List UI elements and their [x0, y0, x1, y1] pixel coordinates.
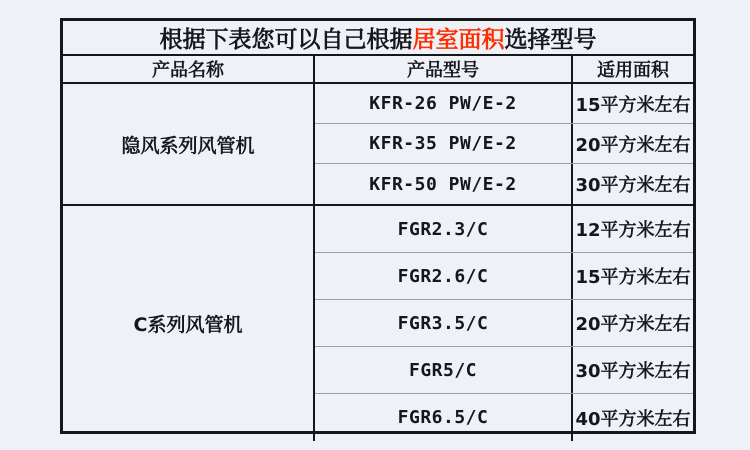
table-title-row [63, 21, 693, 56]
header-applicable-area: 适用面积 [597, 60, 669, 81]
table-row [315, 84, 693, 124]
table-row [315, 124, 693, 164]
cell-area: 20平方米左右 [575, 134, 691, 156]
table-row [315, 206, 693, 253]
header-product-name: 产品名称 [63, 56, 315, 82]
cell-area: 12平方米左右 [575, 220, 691, 241]
table-row [315, 347, 693, 394]
cell-area: 30平方米左右 [575, 175, 691, 196]
cell-model: FGR2.3/C [315, 206, 573, 252]
table-group [63, 206, 693, 441]
table-header-row [63, 56, 693, 84]
cell-area: 15平方米左右 [575, 94, 691, 116]
cell-area: 30平方米左右 [575, 361, 691, 382]
cell-model: FGR6.5/C [315, 394, 573, 441]
group-name-label: 隐风系列风管机 [63, 84, 315, 204]
table-body [63, 84, 693, 441]
cell-model: KFR-26 PW/E-2 [315, 84, 573, 123]
cell-model: FGR3.5/C [315, 300, 573, 346]
table-row [315, 394, 693, 441]
cell-model: FGR5/C [315, 347, 573, 393]
cell-area: 40平方米左右 [575, 408, 691, 430]
group-rows [315, 206, 693, 441]
cell-area: 20平方米左右 [575, 314, 691, 335]
title-highlight: 居室面积 [412, 27, 505, 53]
table-row [315, 300, 693, 347]
table-row [315, 253, 693, 300]
group-rows [315, 84, 693, 204]
title-prefix: 根据下表您可以自己根据 [159, 27, 413, 53]
group-name-label: C系列风管机 [63, 206, 315, 441]
cell-model: KFR-50 PW/E-2 [315, 164, 573, 204]
cell-model: KFR-35 PW/E-2 [315, 124, 573, 163]
cell-area: 15平方米左右 [575, 267, 691, 288]
page-title [160, 21, 597, 54]
header-product-model: 产品型号 [315, 56, 573, 82]
table-row [315, 164, 693, 204]
cell-model: FGR2.6/C [315, 253, 573, 299]
product-spec-table [60, 18, 696, 434]
table-group [63, 84, 693, 206]
title-suffix: 选择型号 [504, 27, 597, 53]
